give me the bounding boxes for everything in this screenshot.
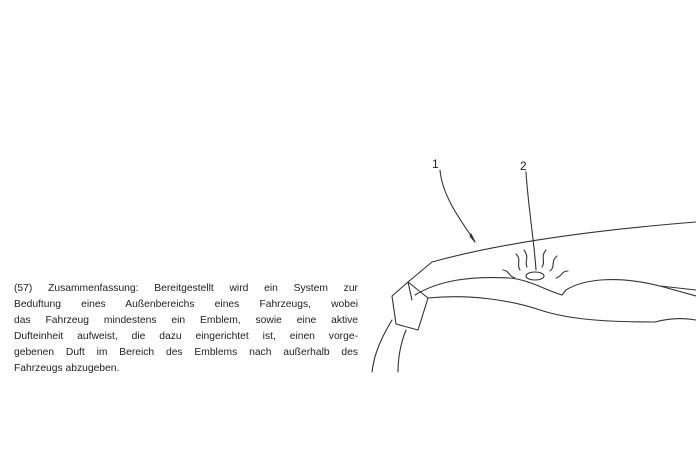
abstract-text	[14, 281, 358, 377]
patent-figure	[370, 150, 696, 380]
right-headlight	[655, 286, 696, 322]
abstract-line: Dufteinheit aufweist, die dazu eingerichtet ist, einen vorge-	[14, 331, 358, 342]
leader-line-1	[440, 170, 474, 240]
scent-line	[556, 271, 568, 278]
scent-line	[516, 254, 520, 270]
scent-line	[550, 256, 557, 271]
scent-line	[524, 250, 527, 267]
abstract-line: Beduftung eines Außenbereichs eines Fahrzeugs, wobei	[14, 299, 358, 310]
abstract-line: (57) Zusammenfassung: Bereitgestellt wird ein System zur	[14, 283, 358, 294]
reference-label-1: 1	[432, 157, 439, 171]
hood-front-edge	[415, 278, 696, 296]
abstract-line: das Fahrzeug mindestens ein Emblem, sowie eine aktive	[14, 315, 358, 326]
reference-label-2: 2	[520, 159, 527, 173]
scent-line	[542, 250, 546, 267]
vehicle-front-drawing	[370, 150, 696, 380]
abstract-line: gebenen Duft im Bereich des Emblems nach außerhalb des	[14, 347, 358, 358]
grille-curve	[428, 297, 655, 322]
left-fender	[372, 320, 392, 372]
abstract-line: Fahrzeugs abzugeben.	[14, 363, 120, 374]
hood-outline	[408, 222, 696, 282]
emblem	[526, 272, 544, 280]
leader-line-2	[526, 172, 536, 270]
scent-line	[503, 270, 515, 278]
